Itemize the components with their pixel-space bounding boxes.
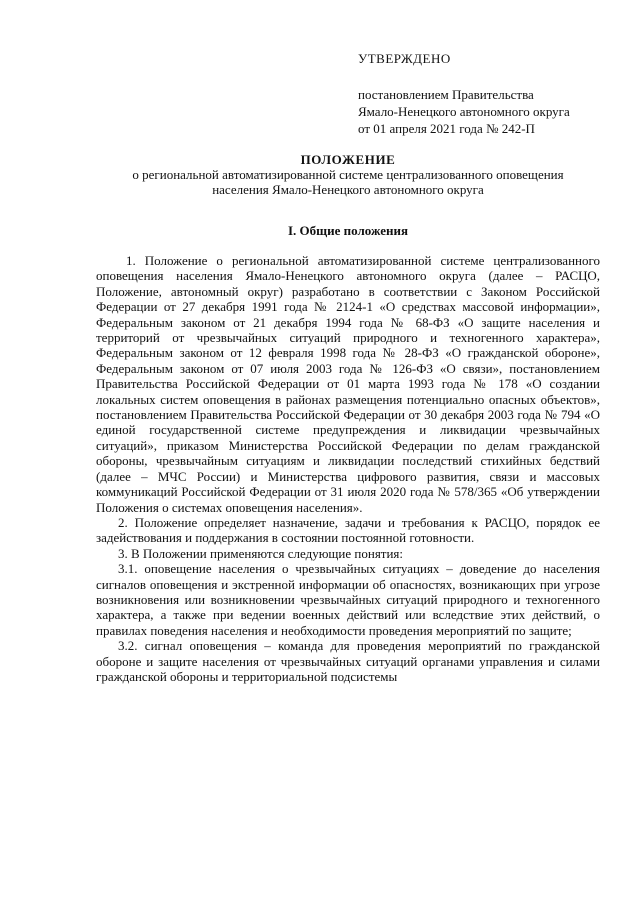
approval-stamp: УТВЕРЖДЕНО — [358, 51, 451, 66]
approval-block — [358, 50, 628, 137]
paragraph-3: 3. В Положении применяются следующие понятия: — [118, 545, 404, 561]
document-title: ПОЛОЖЕНИЕ — [300, 152, 396, 167]
document-subtitle-line-1: о региональной автоматизированной системе централизованного оповещения — [132, 167, 564, 182]
paragraph-3-1: 3.1. оповещение населения о чрезвычайных ситуациях – доведение до населения сигналов оповещения и экстренной информации об опасностях, возникающих при угрозе возникновения или возникновении чрезвычайных ситуаций природного и техногенного характера, а также при ведении военных действий или вследствие этих действий, о правилах поведения населения и необходимости проведения мероприятий по защите; — [96, 561, 600, 638]
document-subtitle-line-2: населения Ямало-Ненецкого автономного округа — [212, 182, 484, 197]
approval-line-3: от 01 апреля 2021 года № 242-П — [358, 121, 535, 136]
paragraph-2: 2. Положение определяет назначение, задачи и требования к РАСЦО, порядок ее задействования и поддержания в состоянии постоянной готовности. — [96, 514, 600, 546]
paragraph-1: 1. Положение о региональной автоматизированной системе централизованного оповещения населения Ямало-Ненецкого автономного округа (далее – РАСЦО, Положение, автономный округ) разработано в соответствии с Законом Российской Федерации от 27 декабря 1991 года № 2124-1 «О средствах массовой информации», Федеральным законом от 21 декабря 1994 года № 68-ФЗ «О защите населения и территорий от чрезвычайных ситуаций природного и техногенного характера», Федеральным законом от 12 февраля 1998 года № 28-ФЗ «О гражданской обороне», Федеральным законом от 07 июля 2003 года № 126-ФЗ «О связи», постановлением Правительства Российской Федерации от 01 марта 1993 года № 178 «О создании локальных систем оповещения в районах размещения потенциально опасных объектов», постановлением Правительства Российской Федерации от 30 декабря 2003 года № 794 «О единой государственной системе предупреждения и ликвидации чрезвычайных ситуаций», приказом Министерства Российской Федерации по делам гражданской обороны, чрезвычайным ситуациям и ликвидации последствий стихийных бедствий (далее – МЧС России) и Министерства цифрового развития, связи и массовых коммуникаций Российской Федерации от 31 июля 2020 года № 578/365 «Об утверждении Положения о системах оповещения населения». — [96, 253, 600, 515]
section-heading: I. Общие положения — [288, 223, 408, 238]
approval-line-1: постановлением Правительства — [358, 87, 534, 102]
document-title-block — [96, 152, 600, 197]
approval-line-2: Ямало-Ненецкого автономного округа — [358, 104, 570, 119]
paragraph-3-2: 3.2. сигнал оповещения – команда для проведения мероприятий по гражданской обороне и защите населения от чрезвычайных ситуаций органами управления и силами гражданской обороны и территориальной подсистемы — [96, 638, 600, 684]
document-body — [96, 253, 600, 684]
